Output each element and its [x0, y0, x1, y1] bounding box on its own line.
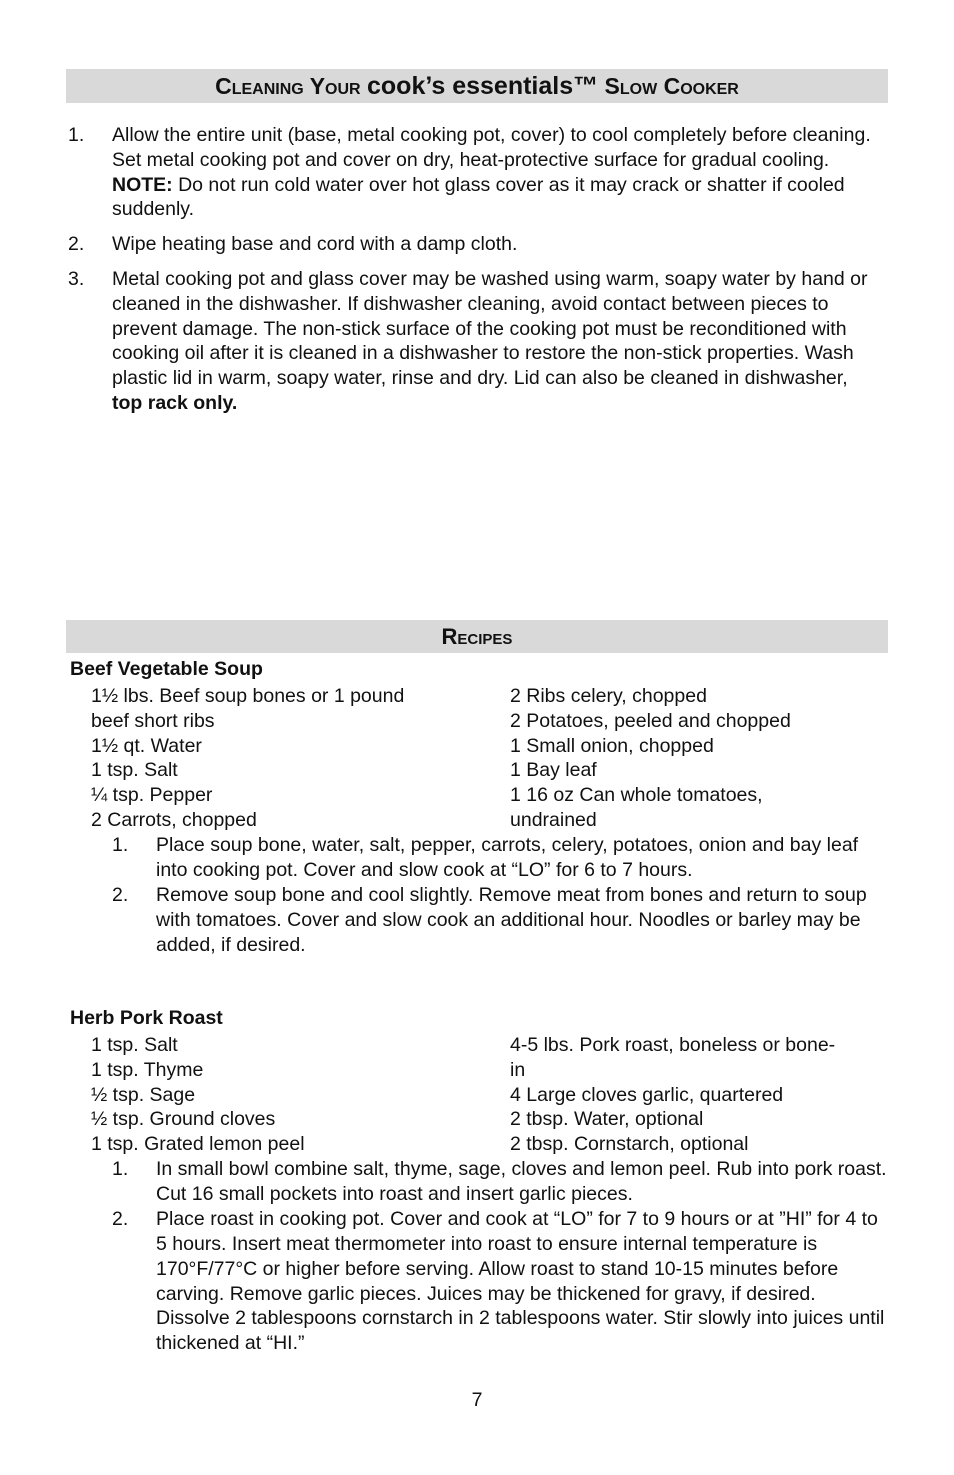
cleaning-heading [66, 69, 888, 103]
ingredient: beef short ribs [91, 709, 215, 732]
step-number: 2. [68, 233, 85, 256]
ingredient: in [510, 1058, 526, 1081]
cleaning-step [68, 123, 883, 222]
step-text-post: Do not run cold water over hot glass cover as it may crack or shatter if cooled suddenly. [112, 173, 845, 221]
cleaning-step [68, 232, 883, 257]
recipe-title-beef: Beef Vegetable Soup [70, 658, 263, 680]
ingredient: 1 tsp. Salt [91, 759, 178, 782]
ingredient: 1½ qt. Water [91, 734, 202, 757]
ingredient: 2 Potatoes, peeled and chopped [510, 709, 791, 732]
recipe-step [112, 833, 887, 883]
recipe-title-pork: Herb Pork Roast [70, 1007, 223, 1029]
step-number: 2. [112, 1207, 129, 1230]
ingredient: ½ tsp. Sage [91, 1083, 196, 1106]
cleaning-steps [68, 123, 883, 426]
step-text: Place soup bone, water, salt, pepper, carrots, celery, potatoes, onion and bay leaf into cooking pot. Cover and slow cook at “LO” for 6 to 7 hours. [156, 834, 859, 881]
step-number: 1. [68, 124, 85, 146]
step-text: Remove soup bone and cool slightly. Remove meat from bones and return to soup with tomatoes. Cover and slow cook an additional hour. Noodles or barley may be added, if desired. [156, 883, 867, 956]
pork-steps [112, 1157, 887, 1356]
step-text: Wipe heating base and cord with a damp cloth. [112, 233, 518, 256]
ingredient: 4-5 lbs. Pork roast, boneless or bone- [510, 1034, 836, 1056]
ingredient: ¼ tsp. Pepper [91, 784, 213, 807]
ingredient: 4 Large cloves garlic, quartered [510, 1083, 784, 1106]
step-text: Allow the entire unit (base, metal cooking pot, cover) to cool completely before cleaning. Set metal cooking pot and cover on dry, heat-protective surface for gradual cooling. [112, 124, 871, 171]
cleaning-heading-brand: cook’s essentials™ [367, 72, 599, 100]
step-text: Place roast in cooking pot. Cover and cook at “LO” for 7 to 9 hours or at ”HI” for 4 to 5 hours. Insert meat thermometer into roast to ensure internal temperature is 170°F/77°C or higher before serving. Allow roast to stand 10-15 minutes before carving. Remove garlic pieces. Juices may be thickened for gravy, if desired. Dissolve 2 tablespoons cornstarch in 2 tablespoons water. Stir slowly into juices until thickened at “HI.” [156, 1207, 885, 1355]
cleaning-step [68, 267, 883, 416]
pork-ingredients-left [91, 1033, 501, 1157]
ingredient: undrained [510, 808, 597, 831]
pork-ingredients-right [510, 1033, 920, 1157]
recipe-step [112, 1207, 887, 1356]
ingredient: 1 Small onion, chopped [510, 734, 714, 757]
ingredient: 1 Bay leaf [510, 759, 597, 782]
ingredient: 2 tbsp. Cornstarch, optional [510, 1133, 749, 1156]
step-number: 3. [68, 267, 85, 290]
ingredient: 1½ lbs. Beef soup bones or 1 pound [91, 685, 405, 707]
ingredient: 2 tbsp. Water, optional [510, 1108, 704, 1131]
cleaning-heading-part2: Slow Cooker [598, 73, 739, 99]
ingredient: 1 16 oz Can whole tomatoes, [510, 784, 763, 807]
ingredient: 1 tsp. Grated lemon peel [91, 1133, 305, 1156]
ingredient: 1 tsp. Salt [91, 1034, 178, 1056]
beef-ingredients-right [510, 684, 920, 833]
beef-ingredients-left [91, 684, 501, 833]
step-text: Metal cooking pot and glass cover may be washed using warm, soapy water by hand or cleaned in the dishwasher. If dishwasher cleaning, avoid contact between pieces to prevent damage. The non-stick surface of the cooking pot must be reconditioned with cooking oil after it is cleaned in a dishwasher to restore the non-stick properties. Wash plastic lid in warm, soapy water, rinse and dry. Lid can also be cleaned in dishwasher, [112, 267, 868, 390]
step-number: 1. [112, 1158, 129, 1180]
recipes-heading [66, 620, 888, 653]
step-bold: NOTE: [112, 173, 173, 196]
ingredient: 2 Carrots, chopped [91, 808, 257, 831]
cleaning-heading-part1: Cleaning Your [215, 73, 367, 99]
recipes-heading-text: Recipes [441, 624, 513, 649]
beef-steps [112, 833, 887, 958]
step-bold: top rack only. [112, 391, 238, 414]
step-text: In small bowl combine salt, thyme, sage, cloves and lemon peel. Rub into pork roast. Cut 16 small pockets into roast and insert garlic pieces. [156, 1158, 887, 1205]
step-number: 2. [112, 883, 129, 906]
recipe-step [112, 883, 887, 958]
recipe-step [112, 1157, 887, 1207]
ingredient: 2 Ribs celery, chopped [510, 685, 707, 707]
ingredient: ½ tsp. Ground cloves [91, 1108, 276, 1131]
step-number: 1. [112, 834, 129, 856]
page-number: 7 [471, 1389, 483, 1411]
ingredient: 1 tsp. Thyme [91, 1058, 204, 1081]
